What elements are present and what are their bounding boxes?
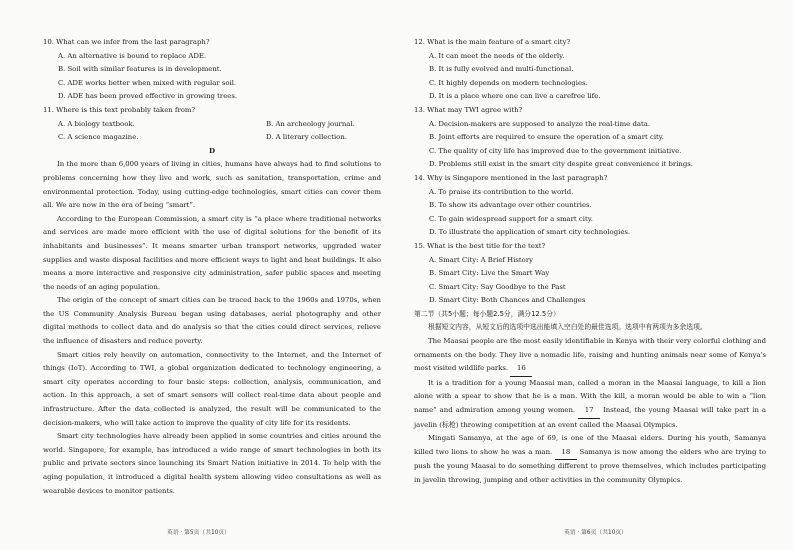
paragraph-text: Samanya is now among the elders who are trying to push the young Maasai to do something different to prove themselves, which includes participating in javelin throwing, jumping and other activities in the community Olympics. <box>414 447 766 484</box>
passage-paragraph <box>414 377 766 432</box>
paragraph-text: The Maasai people are the most easily identifiable in Kenya with their very colorful clothing and ornaments on the body. They live a nomadic life, raising and hunting animals near some of Kenya's most visited wildlife parks. <box>414 337 766 373</box>
question-13 <box>414 104 766 172</box>
option-d: D. Smart City: Both Chances and Challenges <box>429 296 586 305</box>
passage-paragraph: In the more than 6,000 years of living in cities, humans have always had to find solutions to problems concerning how they live and work, such as sanitation, transportation, crime and environmental protection. Today, using cutting-edge technologies, smart cities can cover them all. We are now in the era of being “smart”. <box>43 160 381 210</box>
option-c: C. It highly depends on modern technologies. <box>429 78 588 87</box>
option-b: B. To show its advantage over other countries. <box>429 201 592 210</box>
option-d: D. Problems still exist in the smart city despite great convenience it brings. <box>429 160 693 169</box>
passage-paragraph: The origin of the concept of smart cities can be traced back to the 1960s and 1970s, when the US Community Analysis Bureau began using databases, aerial photography and other digital methods to collect data and do analysis so that the cities could direct services, relieve the influence of disasters and reduce poverty. <box>43 296 381 346</box>
option-d: D. ADE has been proved effective in growing trees. <box>58 92 238 101</box>
option-a: A. To praise its contribution to the world. <box>429 187 574 196</box>
question-stem: 15. What is the best title for the text? <box>414 241 546 250</box>
passage-paragraph <box>414 432 766 487</box>
option-c: C. To gain widespread support for a smart city. <box>429 214 593 223</box>
option-d: D. A literary collection. <box>266 133 347 142</box>
option-d: D. It is a place where one can live a carefree life. <box>429 92 601 101</box>
option-a: A. An alternative is bound to replace ADE. <box>58 51 207 60</box>
passage-paragraph: Smart city technologies have already been applied in some countries and cities around the world. Singapore, for example, has introduced a wide range of smart technologies in both its public and private sectors since launching its Smart Nation initiative in 2014. To help with the aging population, it introduced a digital health system allowing video consultations as well as wearable devices to monitor patients. <box>43 432 381 495</box>
option-c: C. A science magazine. <box>58 133 139 142</box>
blank-16[interactable]: 16 <box>510 362 532 377</box>
question-14 <box>414 172 766 240</box>
right-column <box>414 36 766 488</box>
option-a: A. It can meet the needs of the elderly. <box>429 51 565 60</box>
section-instructions: 根据短文内容，从短文后的选项中选出能填入空白处的最佳选项。选项中有两项为多余选项。 <box>428 323 707 332</box>
option-b: B. Smart City: Live the Smart Way <box>429 269 550 278</box>
passage-paragraph: Smart cities rely heavily on automation, connectivity to the Internet, and the Internet of things (IoT). According to TWI, a global organization dedicated to technology engineering, a smart city operates according to four basic steps: collection, analysis, communication, and action. In this approach, a set of smart sensors will collect real-time data about people and infrastructure. After the data collected is analyzed, the result will be communicated to the decision-makers, who will take action to improve the quality of city life for its residents. <box>43 350 381 427</box>
option-a: A. Decision-makers are supposed to analyze the real-time data. <box>429 119 651 128</box>
option-c: C. ADE works better when mixed with regular soil. <box>58 78 237 87</box>
paragraph-text: It is a tradition for a young Maasai man, called a moran in the Maasai language, to kill a lion alone with a spear to show that he is a man. With the kill, a moran would be able to win a “lion name” and admiration among young women. <box>414 378 766 415</box>
page-footer: 英语 · 第6页（共10页） <box>564 530 627 536</box>
passage-paragraph <box>414 335 766 377</box>
left-column <box>43 36 381 498</box>
section-letter: D <box>209 146 215 155</box>
question-15 <box>414 240 766 308</box>
right-page <box>397 0 794 550</box>
question-10 <box>43 36 381 104</box>
question-stem: 14. Why is Singapore mentioned in the last paragraph? <box>414 173 608 182</box>
question-12 <box>414 36 766 104</box>
passage-paragraph: According to the European Commission, a smart city is “a place where traditional networks and services are made more efficient with the use of digital solutions for the benefit of its inhabitants and businesses”. It means smarter urban transport networks, upgraded water supplies and waste disposal facilities and more efficient ways to light and heat buildings. It also means a more interactive and responsive city administration, safer public spaces and meeting the needs of an aging population. <box>43 214 381 291</box>
option-b: B. It is fully evolved and multi-functional. <box>429 65 574 74</box>
question-11 <box>43 104 381 145</box>
option-c: C. The quality of city life has improved due to the government initiative. <box>429 146 682 155</box>
question-stem: 11. Where is this text probably taken from? <box>43 105 196 114</box>
page-footer: 英语 · 第5页（共10页） <box>167 530 230 536</box>
option-d: D. To illustrate the application of smart city technologies. <box>429 228 631 237</box>
option-a: A. A biology textbook. <box>58 119 135 128</box>
question-stem: 12. What is the main feature of a smart city? <box>414 38 571 46</box>
option-b: B. Joint efforts are required to ensure the operation of a smart city. <box>429 133 664 142</box>
paragraph-text: Instead, the young Maasai will take part in a javelin (标枪) throwing competition at an event called the Maasai Olympics. <box>414 406 766 429</box>
paragraph-text: Mingati Samanya, at the age of 69, is one of the Maasai elders. During his youth, Samanya killed two lions to show he was a man. <box>414 434 766 456</box>
blank-18[interactable]: 18 <box>555 446 577 461</box>
option-a: A. Smart City: A Brief History <box>429 255 534 264</box>
option-c: C. Smart City: Say Goodbye to the Past <box>429 282 566 291</box>
option-b: B. Soil with similar features is in development. <box>58 65 222 74</box>
blank-17[interactable]: 17 <box>578 404 600 419</box>
question-stem: 13. What may TWI agree with? <box>414 105 523 114</box>
option-b: B. An archeology journal. <box>266 119 355 128</box>
section-heading: 第二节（共5小题；每小题2.5分，满分12.5分） <box>414 309 560 318</box>
question-stem: 10. What can we infer from the last paragraph? <box>43 38 210 46</box>
